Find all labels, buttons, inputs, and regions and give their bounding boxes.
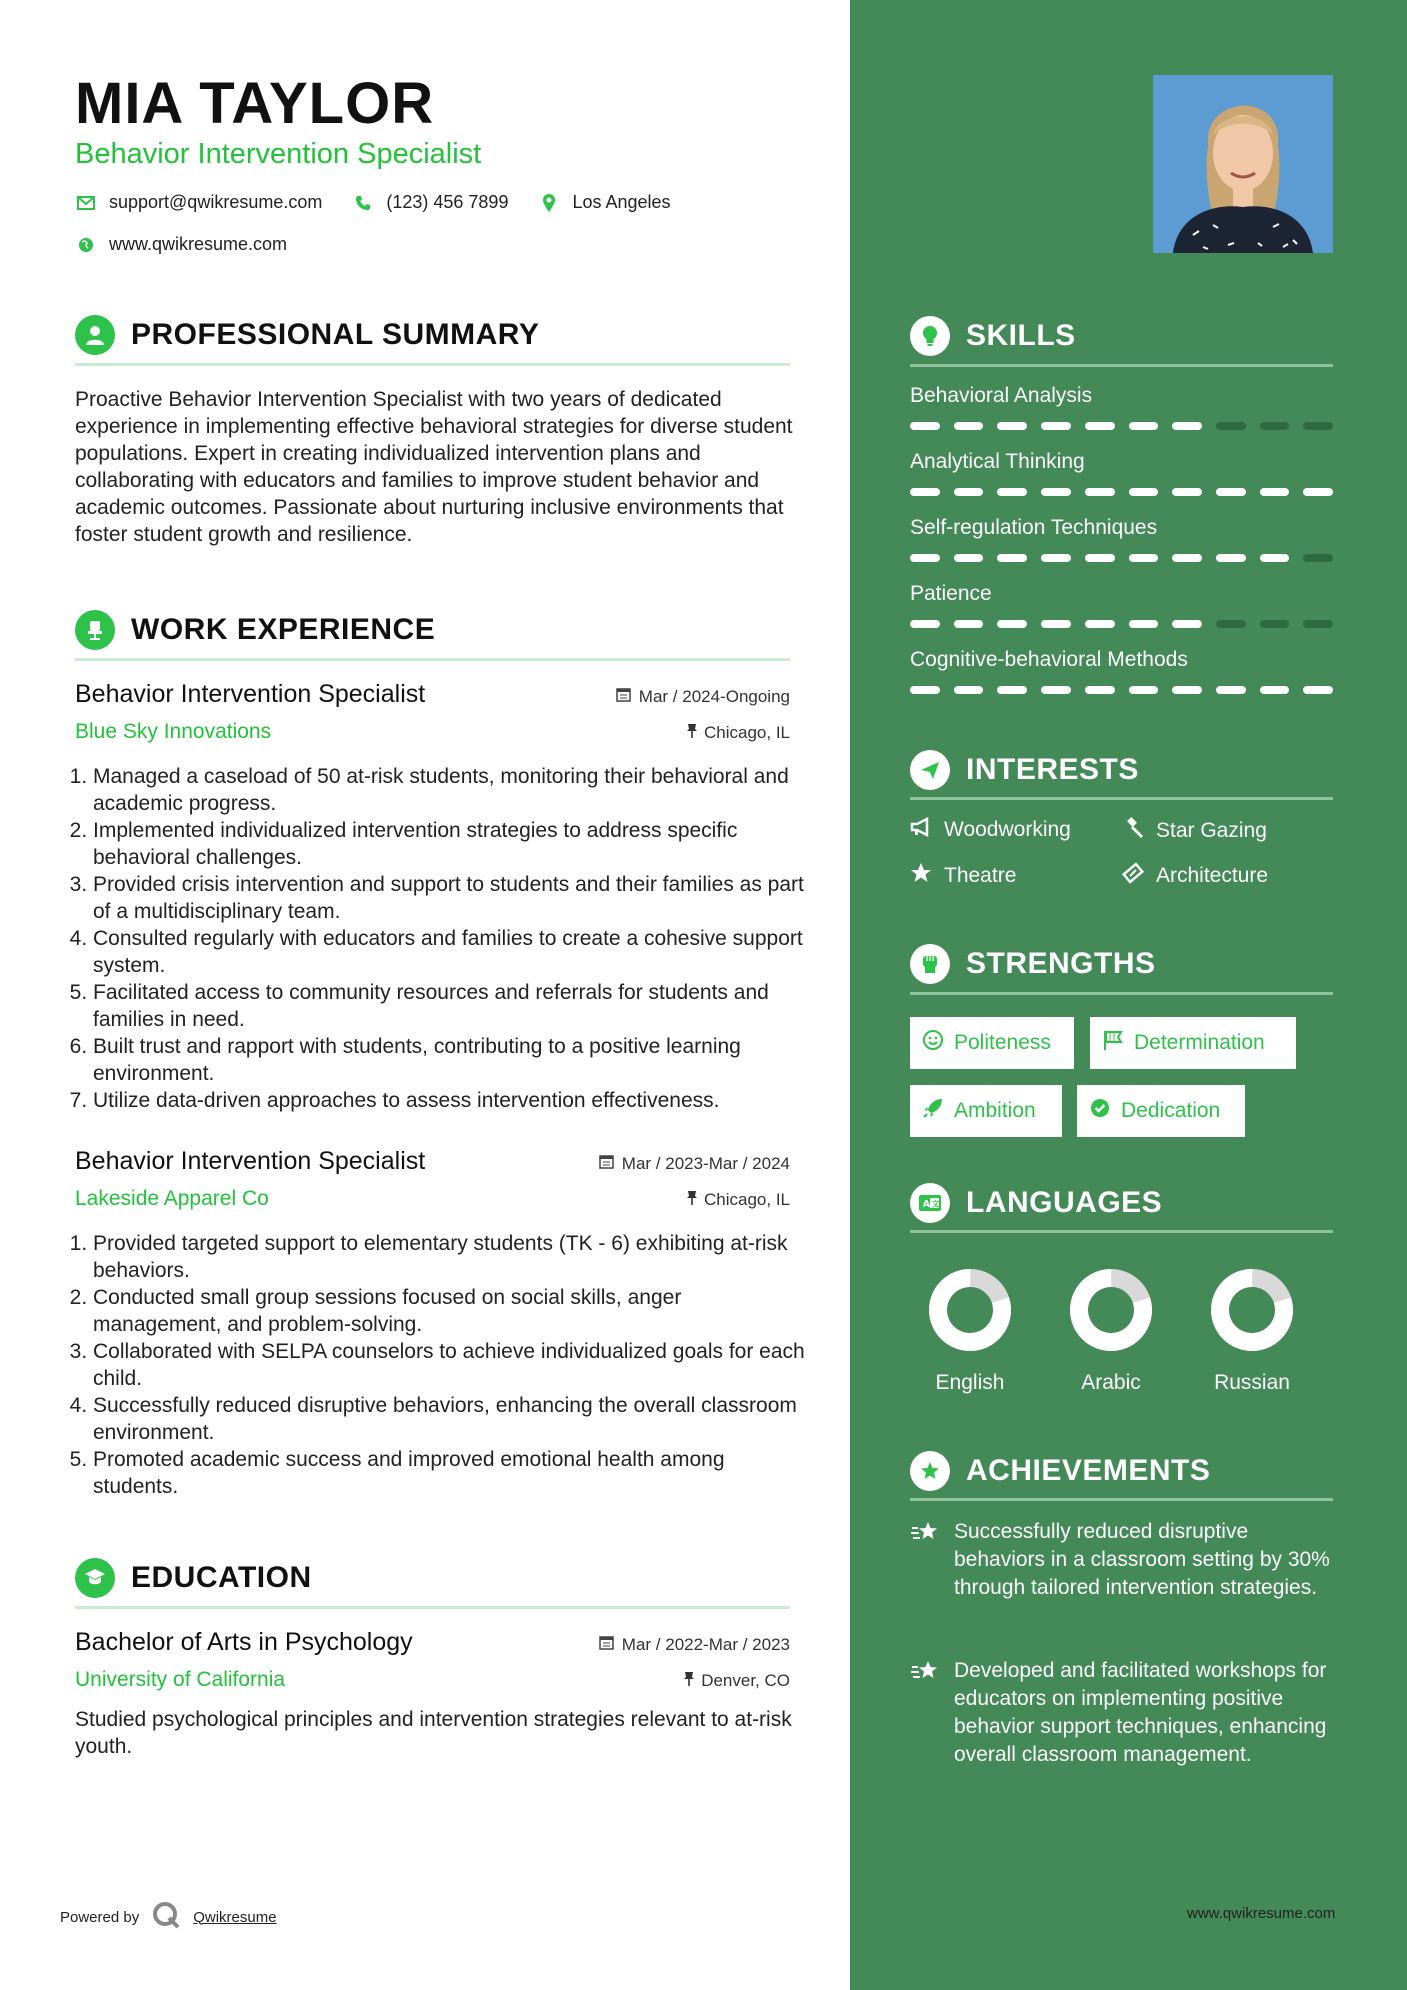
skill-level-dash	[1041, 554, 1071, 562]
skill-item	[910, 648, 1333, 694]
skill-level-dash	[1216, 422, 1246, 430]
svg-text:文: 文	[931, 1199, 940, 1209]
powered-by-label: Powered by	[60, 1908, 140, 1926]
language-label: English	[935, 1371, 1005, 1394]
interest-item-woodworking	[910, 817, 1071, 843]
job-1-date-text: Mar / 2024-Ongoing	[638, 687, 790, 706]
interests-title: INTERESTS	[966, 753, 1139, 786]
skill-level-meter	[910, 488, 1333, 496]
contact-location: Los Angeles	[572, 192, 671, 212]
arabic-level-ring	[1069, 1268, 1153, 1352]
education-heading	[75, 1558, 790, 1598]
interest-label: Woodworking	[944, 818, 1071, 841]
skill-level-dash	[954, 686, 984, 694]
skill-level-dash	[1085, 422, 1115, 430]
phone-icon	[352, 195, 374, 211]
skill-label: Analytical Thinking	[910, 450, 1085, 473]
skill-level-dash	[1129, 488, 1159, 496]
skill-level-dash	[1041, 422, 1071, 430]
skill-level-dash	[1172, 554, 1202, 562]
language-item-arabic	[1056, 1268, 1166, 1395]
job-2-company-row	[75, 1187, 790, 1211]
languages-heading	[910, 1183, 1333, 1223]
strengths-title: STRENGTHS	[966, 947, 1156, 980]
skill-level-dash	[1172, 488, 1202, 496]
job-1-bullet: 7. Utilize data-driven approaches to assess intervention effectiveness.	[93, 1087, 813, 1114]
strengths-heading	[910, 944, 1333, 984]
profile-photo	[1153, 75, 1333, 253]
flag-icon	[1102, 1029, 1124, 1057]
fist-icon	[910, 944, 950, 984]
skills-divider	[910, 364, 1333, 367]
achievements-heading	[910, 1451, 1333, 1491]
skill-level-dash	[1041, 686, 1071, 694]
skill-level-dash	[997, 554, 1027, 562]
job-2-bullets	[75, 1230, 813, 1500]
skill-level-dash	[1260, 422, 1290, 430]
job-2-bullet: 3. Collaborated with SELPA counselors to achieve individualized goals for each child.	[93, 1338, 813, 1392]
skill-level-dash	[1085, 686, 1115, 694]
smile-icon	[922, 1029, 944, 1057]
education-degree: Bachelor of Arts in Psychology	[75, 1628, 413, 1656]
skill-level-dash	[954, 422, 984, 430]
skill-label: Cognitive-behavioral Methods	[910, 648, 1188, 671]
skill-level-dash	[1260, 620, 1290, 628]
job-2-title: Behavior Intervention Specialist	[75, 1147, 426, 1175]
contact-email[interactable]: support@qwikresume.com	[109, 192, 323, 212]
languages-divider	[910, 1230, 1333, 1233]
candidate-name: MIA TAYLOR	[75, 71, 435, 136]
job-1-title: Behavior Intervention Specialist	[75, 680, 426, 708]
website-row	[75, 234, 307, 255]
skill-level-dash	[997, 620, 1027, 628]
graduate-icon	[75, 1558, 115, 1598]
skill-level-dash	[1129, 554, 1159, 562]
job-1-bullet: 6. Built trust and rapport with students, contributing to a positive learning environment.	[93, 1033, 813, 1087]
language-item-english	[915, 1268, 1025, 1395]
skills-title: SKILLS	[966, 319, 1076, 352]
achievement-item	[910, 1657, 1340, 1769]
skill-level-dash	[1129, 422, 1159, 430]
language-item-russian	[1197, 1268, 1307, 1395]
education-location-text: Denver, CO	[701, 1671, 790, 1690]
job-2-header	[75, 1147, 790, 1176]
megaphone-icon	[910, 817, 932, 843]
job-2-bullet: 1. Provided targeted support to elementary students (TK - 6) exhibiting at-risk behaviors.	[93, 1230, 813, 1284]
achievement-text: Developed and facilitated workshops for educators on implementing positive behavior support techniques, enhancing overall classroom management.	[954, 1659, 1327, 1766]
job-1-bullet: 5. Facilitated access to community resources and referrals for students and families in need.	[93, 979, 813, 1033]
education-location	[683, 1671, 790, 1691]
interest-item-architecture	[1122, 862, 1268, 890]
skill-level-dash	[1172, 686, 1202, 694]
skill-level-dash	[954, 620, 984, 628]
experience-divider	[75, 658, 790, 661]
achievement-item	[910, 1518, 1340, 1602]
skill-level-dash	[1216, 488, 1246, 496]
interest-item-star-gazing	[1122, 817, 1267, 845]
skill-level-meter	[910, 554, 1333, 562]
footer-website[interactable]: www.qwikresume.com	[1187, 1905, 1336, 1922]
english-level-ring	[928, 1268, 1012, 1352]
experience-title: WORK EXPERIENCE	[131, 613, 436, 646]
candidate-title: Behavior Intervention Specialist	[75, 138, 482, 170]
skill-item	[910, 516, 1333, 562]
achievements-divider	[910, 1498, 1333, 1501]
skill-level-dash	[1172, 620, 1202, 628]
skill-level-meter	[910, 422, 1333, 430]
skill-level-dash	[954, 554, 984, 562]
education-divider	[75, 1606, 790, 1609]
calendar-icon	[616, 687, 631, 707]
contact-website[interactable]: www.qwikresume.com	[109, 234, 288, 254]
skill-level-dash	[910, 422, 940, 430]
skill-item	[910, 384, 1333, 430]
job-1-bullets	[75, 763, 813, 1114]
pushpin-icon	[683, 1671, 695, 1691]
skill-item	[910, 450, 1333, 496]
skill-level-dash	[1260, 554, 1290, 562]
shooting-star-icon	[910, 1657, 940, 1769]
contact-phone[interactable]: (123) 456 7899	[386, 192, 509, 212]
skill-level-dash	[1129, 620, 1159, 628]
strength-chip	[1077, 1085, 1245, 1137]
summary-text: Proactive Behavior Intervention Specialist with two years of dedicated experience in implementing effective behavioral strategies for diverse student populations. Expert in creating individualized intervention plans and collaborating with educators and families to improve student behavior and academic outcomes. Passionate about nurturing inclusive environments that foster student growth and resilience.	[75, 388, 793, 546]
shooting-star-icon	[910, 1518, 940, 1602]
job-2-date	[599, 1154, 790, 1174]
footer-powered-by	[60, 1900, 277, 1934]
svg-text:A: A	[922, 1199, 931, 1210]
skill-level-dash	[1303, 554, 1333, 562]
skill-level-meter	[910, 620, 1333, 628]
summary-heading	[75, 315, 790, 355]
job-2-location	[686, 1190, 790, 1210]
paper-plane-icon	[910, 750, 950, 790]
translate-icon	[910, 1183, 950, 1223]
job-2-location-text: Chicago, IL	[704, 1190, 790, 1209]
skill-level-dash	[1085, 488, 1115, 496]
skill-level-dash	[1041, 620, 1071, 628]
languages-title: LANGUAGES	[966, 1186, 1163, 1219]
education-date-text: Mar / 2022-Mar / 2023	[621, 1635, 790, 1654]
education-school-row	[75, 1668, 790, 1692]
strength-chip	[910, 1085, 1062, 1137]
job-1-bullet: 2. Implemented individualized intervention strategies to address specific behavioral challenges.	[93, 817, 813, 871]
job-2-bullet: 5. Promoted academic success and improved emotional health among students.	[93, 1446, 813, 1500]
strength-chip	[1090, 1017, 1296, 1069]
job-1-header	[75, 680, 790, 709]
russian-level-ring	[1210, 1268, 1294, 1352]
skill-level-dash	[1216, 620, 1246, 628]
job-1-bullet: 4. Consulted regularly with educators and families to create a cohesive support system.	[93, 925, 813, 979]
skill-level-dash	[1303, 422, 1333, 430]
experience-heading	[75, 610, 790, 650]
strength-label: Ambition	[954, 1099, 1036, 1122]
strengths-divider	[910, 992, 1333, 995]
job-2-bullet: 2. Conducted small group sessions focused on social skills, anger management, and problem-solving.	[93, 1284, 813, 1338]
skill-label: Self-regulation Techniques	[910, 516, 1158, 539]
globe-icon	[75, 237, 97, 253]
skill-level-meter	[910, 686, 1333, 694]
skill-level-dash	[954, 488, 984, 496]
strength-label: Determination	[1134, 1031, 1265, 1054]
qwikresume-link[interactable]: Qwikresume	[193, 1908, 277, 1926]
skill-level-dash	[1303, 488, 1333, 496]
skill-level-dash	[910, 620, 940, 628]
summary-title: PROFESSIONAL SUMMARY	[131, 318, 540, 351]
skill-level-dash	[910, 686, 940, 694]
job-1-bullet: 1. Managed a caseload of 50 at-risk students, monitoring their behavioral and academic progress.	[93, 763, 813, 817]
interest-label: Architecture	[1156, 864, 1269, 887]
envelope-icon	[75, 196, 97, 210]
pushpin-icon	[686, 723, 698, 743]
interest-label: Star Gazing	[1156, 819, 1267, 842]
skills-heading	[910, 316, 1333, 356]
skill-level-dash	[1085, 620, 1115, 628]
summary-divider	[75, 363, 790, 366]
job-1-location-text: Chicago, IL	[704, 723, 790, 742]
map-marker-icon	[538, 194, 560, 212]
education-text: Studied psychological principles and intervention strategies relevant to at-risk youth.	[75, 1708, 792, 1758]
calendar-icon	[599, 1635, 614, 1655]
ticket-icon	[1122, 862, 1144, 890]
skill-level-dash	[1216, 554, 1246, 562]
gavel-icon	[1122, 817, 1144, 845]
job-2-bullet: 4. Successfully reduced disruptive behaviors, enhancing the overall classroom environment.	[93, 1392, 813, 1446]
skill-level-dash	[910, 488, 940, 496]
lightbulb-icon	[910, 316, 950, 356]
strength-label: Dedication	[1121, 1099, 1221, 1122]
contact-row	[75, 192, 691, 213]
achievement-text: Successfully reduced disruptive behaviors in a classroom setting by 30% through tailored intervention strategies.	[954, 1520, 1330, 1599]
qwikresume-logo-icon	[151, 1900, 181, 1934]
education-date	[599, 1635, 790, 1655]
language-label: Arabic	[1081, 1371, 1141, 1394]
achievements-title: ACHIEVEMENTS	[966, 1454, 1211, 1487]
calendar-icon	[599, 1154, 614, 1174]
education-school: University of California	[75, 1668, 286, 1691]
language-label: Russian	[1214, 1371, 1290, 1394]
skill-label: Patience	[910, 582, 992, 605]
interest-label: Theatre	[944, 864, 1017, 887]
skill-level-dash	[1129, 686, 1159, 694]
check-circle-icon	[1089, 1097, 1111, 1125]
job-1-date	[616, 687, 790, 707]
skill-level-dash	[997, 422, 1027, 430]
skill-level-dash	[1303, 686, 1333, 694]
skill-level-dash	[1172, 422, 1202, 430]
job-2-date-text: Mar / 2023-Mar / 2024	[621, 1154, 790, 1173]
user-icon	[75, 315, 115, 355]
skill-level-dash	[1260, 686, 1290, 694]
skill-level-dash	[1216, 686, 1246, 694]
job-2-company: Lakeside Apparel Co	[75, 1187, 269, 1210]
skill-level-dash	[1085, 554, 1115, 562]
skill-level-dash	[997, 686, 1027, 694]
skill-item	[910, 582, 1333, 628]
award-star-icon	[910, 1451, 950, 1491]
education-title: EDUCATION	[131, 1561, 312, 1594]
job-1-company-row	[75, 720, 790, 744]
interests-divider	[910, 797, 1333, 800]
skill-level-dash	[1260, 488, 1290, 496]
job-1-company: Blue Sky Innovations	[75, 720, 272, 743]
education-header	[75, 1628, 790, 1657]
skill-level-dash	[997, 488, 1027, 496]
skill-level-dash	[1303, 620, 1333, 628]
pushpin-icon	[686, 1190, 698, 1210]
strength-label: Politeness	[954, 1031, 1051, 1054]
skill-level-dash	[1041, 488, 1071, 496]
strength-chip	[910, 1017, 1074, 1069]
chair-icon	[75, 610, 115, 650]
rocket-icon	[922, 1097, 944, 1125]
interest-item-theatre	[910, 862, 1016, 890]
interests-heading	[910, 750, 1333, 790]
job-1-bullet: 3. Provided crisis intervention and support to students and their families as part of a multidisciplinary team.	[93, 871, 813, 925]
star-icon	[910, 862, 932, 890]
job-1-location	[686, 723, 790, 743]
skill-label: Behavioral Analysis	[910, 384, 1093, 407]
skill-level-dash	[910, 554, 940, 562]
